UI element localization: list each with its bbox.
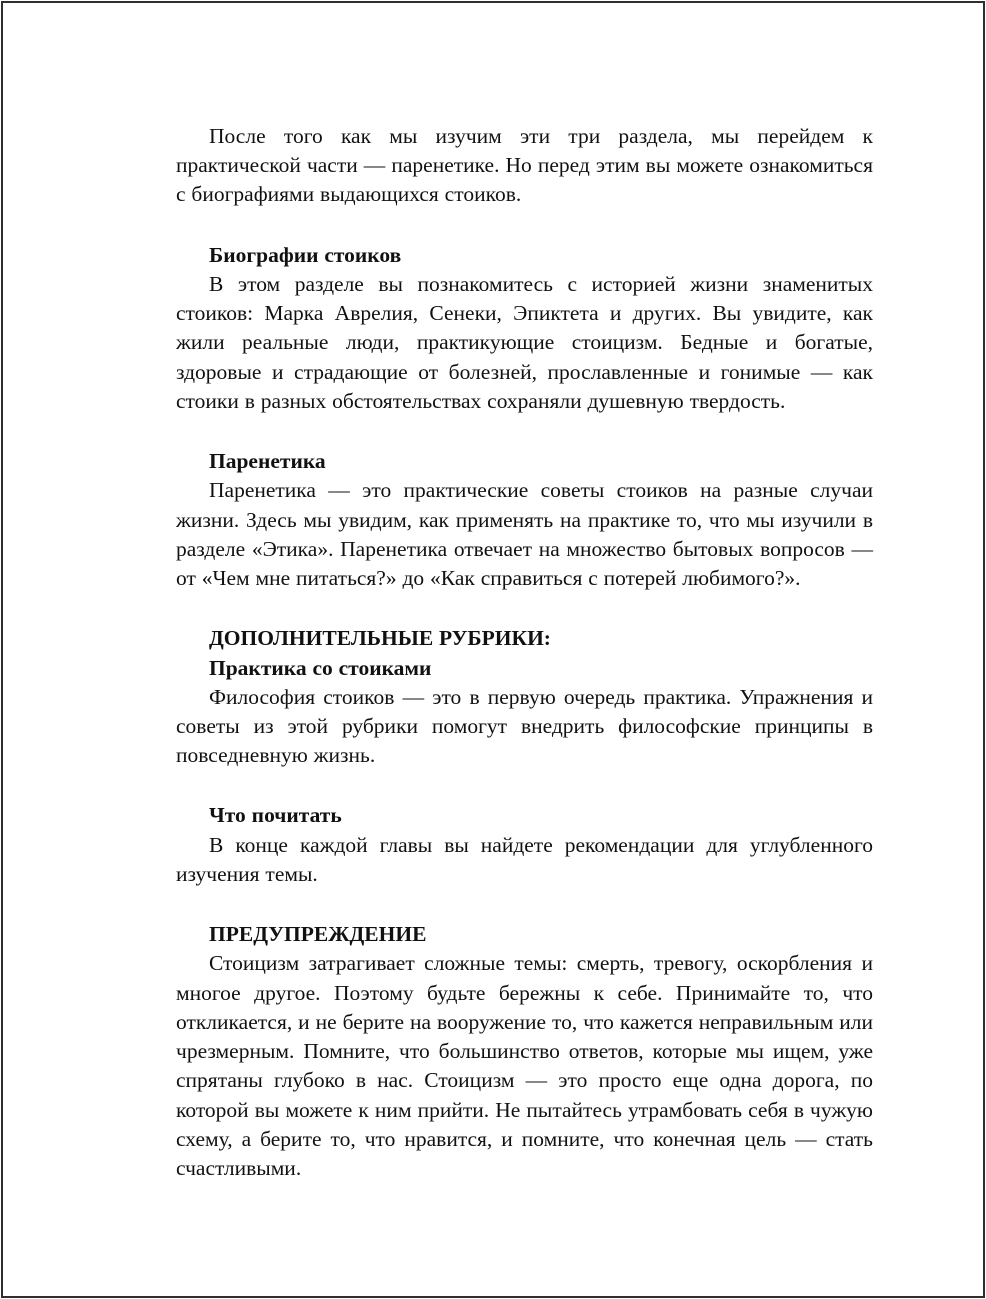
section-parenetics	[176, 447, 873, 593]
section-heading: Биографии стоиков	[209, 242, 402, 267]
section-heading: Что почитать	[209, 803, 342, 828]
section-body: В этом разделе вы познакомитесь с историей жизни знаменитых стоиков: Марка Аврелия, Сенеки, Эпиктета и других. Вы увидите, как жили реальные люди, практикующие стоицизм. Бедные и богатые, здоровые и страдающие от болезней, прославленные и гонимые — как стоики в разных обстоятельствах сохраняли душевную твердость.	[176, 271, 873, 413]
section-heading: ДОПОЛНИТЕЛЬНЫЕ РУБРИКИ:	[209, 626, 551, 651]
section-body: Паренетика — это практические советы стоиков на разные случаи жизни. Здесь мы увидим, как применять на практике то, что мы изучили в разделе «Этика». Паренетика отвечает на множество бытовых вопросов — от «Чем мне питаться?» до «Как справиться с потерей любимого?».	[176, 478, 873, 591]
section-biographies	[176, 241, 873, 416]
section-warning	[176, 920, 873, 1183]
section-heading: Паренетика	[209, 449, 326, 474]
section-what-to-read	[176, 801, 873, 889]
intro-paragraph: После того как мы изучим эти три раздела, мы перейдем к практической части — паренетике. Но перед этим вы можете ознакомиться с биографиями выдающихся стоиков.	[176, 124, 873, 207]
section-additional-rubrics	[176, 624, 873, 770]
section-body: Философия стоиков — это в первую очередь практика. Упражнения и советы из этой рубрики помогут внедрить философские принципы в повседневную жизнь.	[176, 684, 873, 768]
section-heading: ПРЕДУПРЕЖДЕНИЕ	[209, 922, 427, 947]
page-text-block	[176, 122, 873, 1183]
section-body: Стоицизм затрагивает сложные темы: смерть, тревогу, оскорбления и многое другое. Поэтому будьте бережны к себе. Принимайте то, что откликается, и не берите на вооружение то, что кажется неправильным или чрезмерным. Помните, что большинство ответов, которые мы ищем, уже спрятаны глубоко в нас. Стоицизм — это просто еще одна дорога, по которой вы можете к ним прийти. Не пытайтесь утрамбовать себя в чужую схему, а берите то, что нравится, и помните, что конечная цель — стать счастливыми.	[176, 951, 873, 1181]
section-subheading: Практика со стоиками	[209, 655, 432, 680]
section-body: В конце каждой главы вы найдете рекомендации для углубленного изучения темы.	[176, 832, 873, 886]
